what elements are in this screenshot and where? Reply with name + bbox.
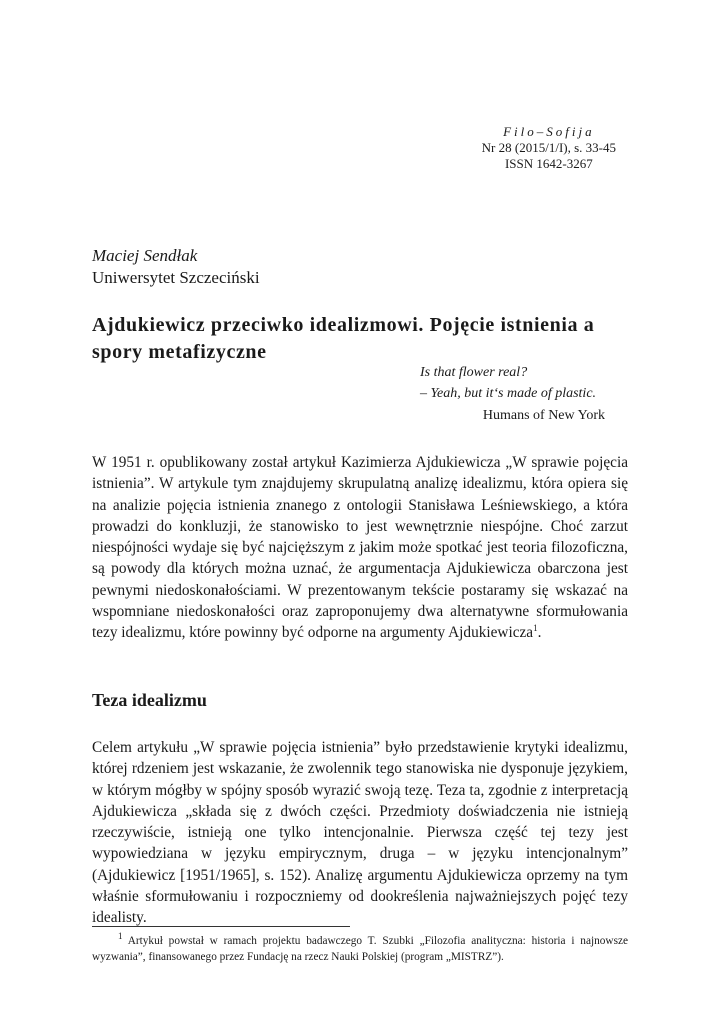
journal-issue: Nr 28 (2015/1/I), s. 33-45 <box>481 140 616 155</box>
journal-name: Filo–Sofija <box>503 124 595 139</box>
abstract-text: W 1951 r. opublikowany został artykuł Kazimierza Ajdukiewicza „W sprawie pojęcia istnienia”. W artykule tym znajdujemy skrupulatną analizę idealizmu, która opiera się na analizie pojęcia istnienia znanego z ontologii Stanisława Leśniewskiego, a która prowadzi do konkluzji, że stanowisko to jest wewnętrznie niespójne. Choć zarzut niespójności wydaje się być najcięższym z jakim może spotkać jest teoria filozoficzna, są powody dla których można uznać, że argumentacja Ajdukiewicza obarczona jest pewnymi niedoskonałościami. W prezentowanym tekście postaramy się wskazać na wspomniane niedoskonałości oraz zaproponujemy dwa alternatywne sformułowania tezy idealizmu, które powinny być odporne na argumenty Ajdukiewicza <box>92 454 628 642</box>
author-name: Maciej Sendłak <box>92 246 198 265</box>
journal-header <box>482 124 616 172</box>
footnote-mark: 1 <box>118 931 123 942</box>
section-heading: Teza idealizmu <box>92 690 207 710</box>
epigraph-line: – Yeah, but it‘s made of plastic. <box>420 386 597 401</box>
footnote-reference[interactable]: 1 <box>533 623 538 634</box>
footnote-divider <box>92 926 350 927</box>
epigraph-line: Is that flower real? <box>420 365 528 380</box>
footnote-text: Artykuł powstał w ramach projektu badawczego T. Szubki „Filozofia analityczna: historia i najnowsze wyzwania”, finansowanego przez Fundację na rzecz Nauki Polskiej (program „MISTRZ”). <box>92 935 628 963</box>
body-paragraph: Celem artykułu „W sprawie pojęcia istnienia” było przedstawienie krytyki idealizmu, której rdzeniem jest wskazanie, że zwolennik tego stanowiska nie dysponuje językiem, w którym mógłby w spójny sposób wyrazić swoją tezę. Teza ta, zgodnie z interpretacją Ajdukiewicza „składa się z dwóch części. Przedmioty doświadczenia nie istnieją rzeczywiście, istnieją one tylko intencjonalnie. Pierwsza część tej tezy jest wypowiedziana w języku empirycznym, druga – w języku intencjonalnym” (Ajdukiewicz [1951/1965], s. 152). Analizę argumentu Ajdukiewicza oprzemy na tym właśnie sformułowaniu i rozpoczniemy od dookreślenia najważniejszych pojęć tezy idealisty. <box>92 739 628 927</box>
epigraph <box>420 362 605 426</box>
journal-issn: ISSN 1642-3267 <box>504 156 593 171</box>
article-title: Ajdukiewicz przeciwko idealizmowi. Pojęcie istnienia a spory metafizyczne <box>92 314 595 363</box>
abstract <box>92 452 628 644</box>
footnote <box>92 933 628 965</box>
author-block <box>92 245 260 289</box>
epigraph-source: Humans of New York <box>482 408 605 423</box>
abstract-end: . <box>537 624 542 642</box>
author-affiliation: Uniwersytet Szczeciński <box>92 268 260 287</box>
